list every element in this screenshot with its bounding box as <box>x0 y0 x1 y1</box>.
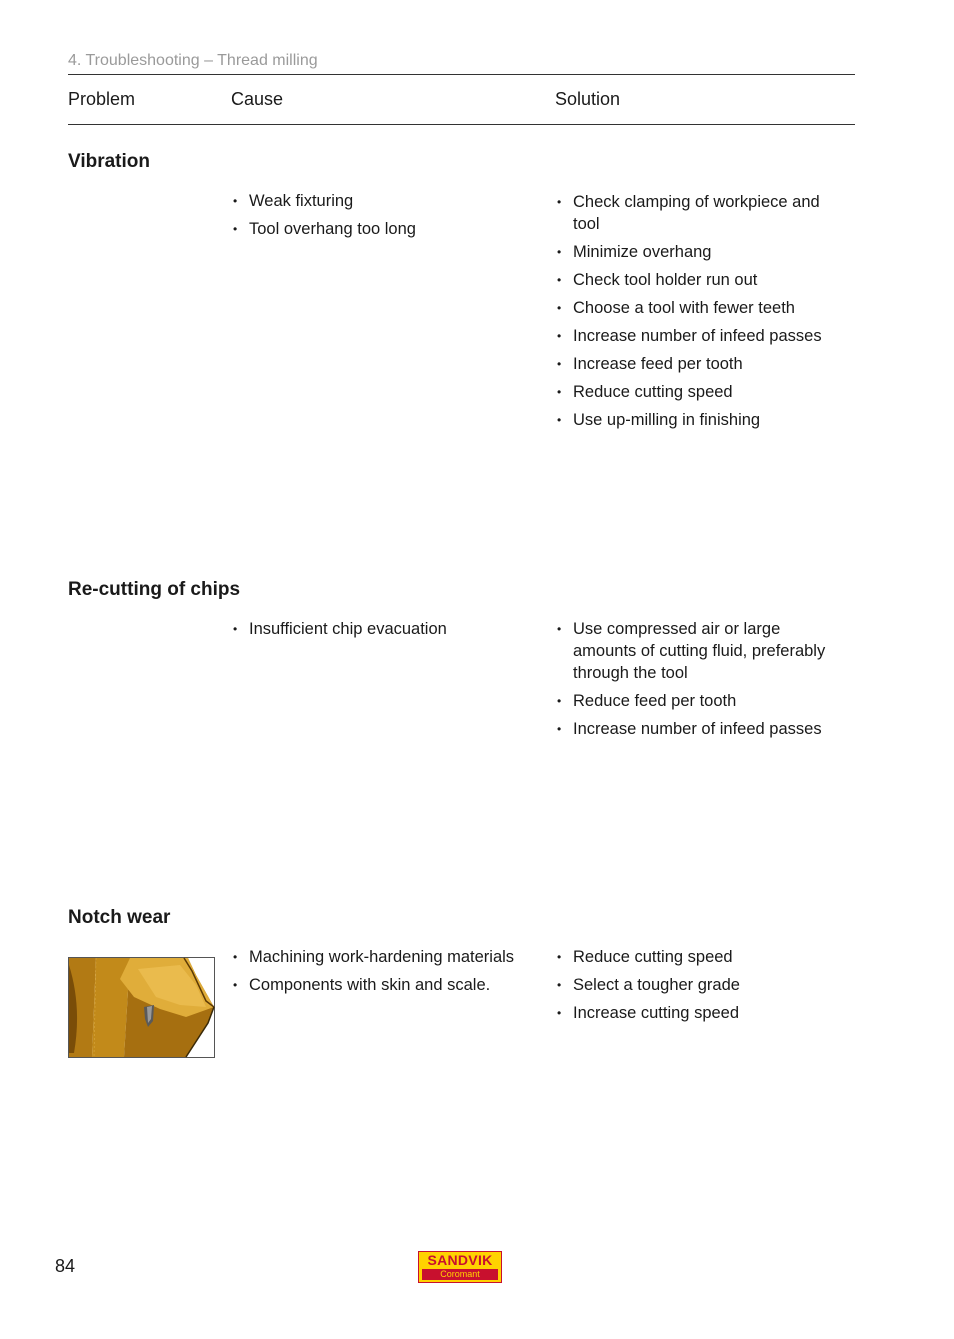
list-item: • Check tool holder run out <box>555 269 845 291</box>
list-item: • Reduce cutting speed <box>555 946 845 968</box>
list-item: • Components with skin and scale. <box>231 974 531 996</box>
list-item: • Weak fixturing <box>231 190 531 212</box>
list-item: • Reduce feed per tooth <box>555 690 845 712</box>
vibration-causes-list <box>231 190 531 246</box>
sandvik-coromant-logo <box>418 1251 502 1283</box>
column-header-cause: Cause <box>231 89 284 109</box>
list-item: • Increase number of infeed passes <box>555 325 845 347</box>
list-item: • Tool overhang too long <box>231 218 531 240</box>
list-item: • Reduce cutting speed <box>555 381 845 403</box>
list-item: • Use up-milling in finishing <box>555 409 845 431</box>
list-item: • Insufficient chip evacuation <box>231 618 531 640</box>
column-header-problem: Problem <box>68 89 136 109</box>
section-title-vibration: Vibration <box>68 151 150 172</box>
list-item: • Increase cutting speed <box>555 1002 845 1024</box>
logo-brand-text: SANDVIK <box>419 1252 501 1269</box>
vibration-solutions-list <box>555 191 845 437</box>
list-item: • Increase feed per tooth <box>555 353 845 375</box>
section-title-notch-wear: Notch wear <box>68 907 171 928</box>
list-item: • Check clamping of workpiece and tool <box>555 191 845 235</box>
notch-wear-causes-list <box>231 946 531 1002</box>
breadcrumb: 4. Troubleshooting – Thread milling <box>68 52 318 69</box>
list-item: • Select a tougher grade <box>555 974 845 996</box>
list-item: • Increase number of infeed passes <box>555 718 845 740</box>
page-number: 84 <box>55 1256 76 1276</box>
section-title-re-cutting-of-chips: Re-cutting of chips <box>68 579 241 600</box>
list-item: • Choose a tool with fewer teeth <box>555 297 845 319</box>
list-item: • Use compressed air or large amounts of cutting fluid, preferably through the tool <box>555 618 845 684</box>
list-item: • Minimize overhang <box>555 241 845 263</box>
re-cutting-solutions-list <box>555 618 845 746</box>
header-bottom-rule <box>68 124 855 125</box>
logo-sub-text: Coromant <box>422 1269 498 1280</box>
notch-wear-solutions-list <box>555 946 845 1030</box>
notch-wear-insert-image <box>68 957 215 1058</box>
header-top-rule <box>68 74 855 75</box>
re-cutting-causes-list <box>231 618 531 646</box>
column-header-solution: Solution <box>555 89 621 109</box>
list-item: • Machining work-hardening materials <box>231 946 531 968</box>
